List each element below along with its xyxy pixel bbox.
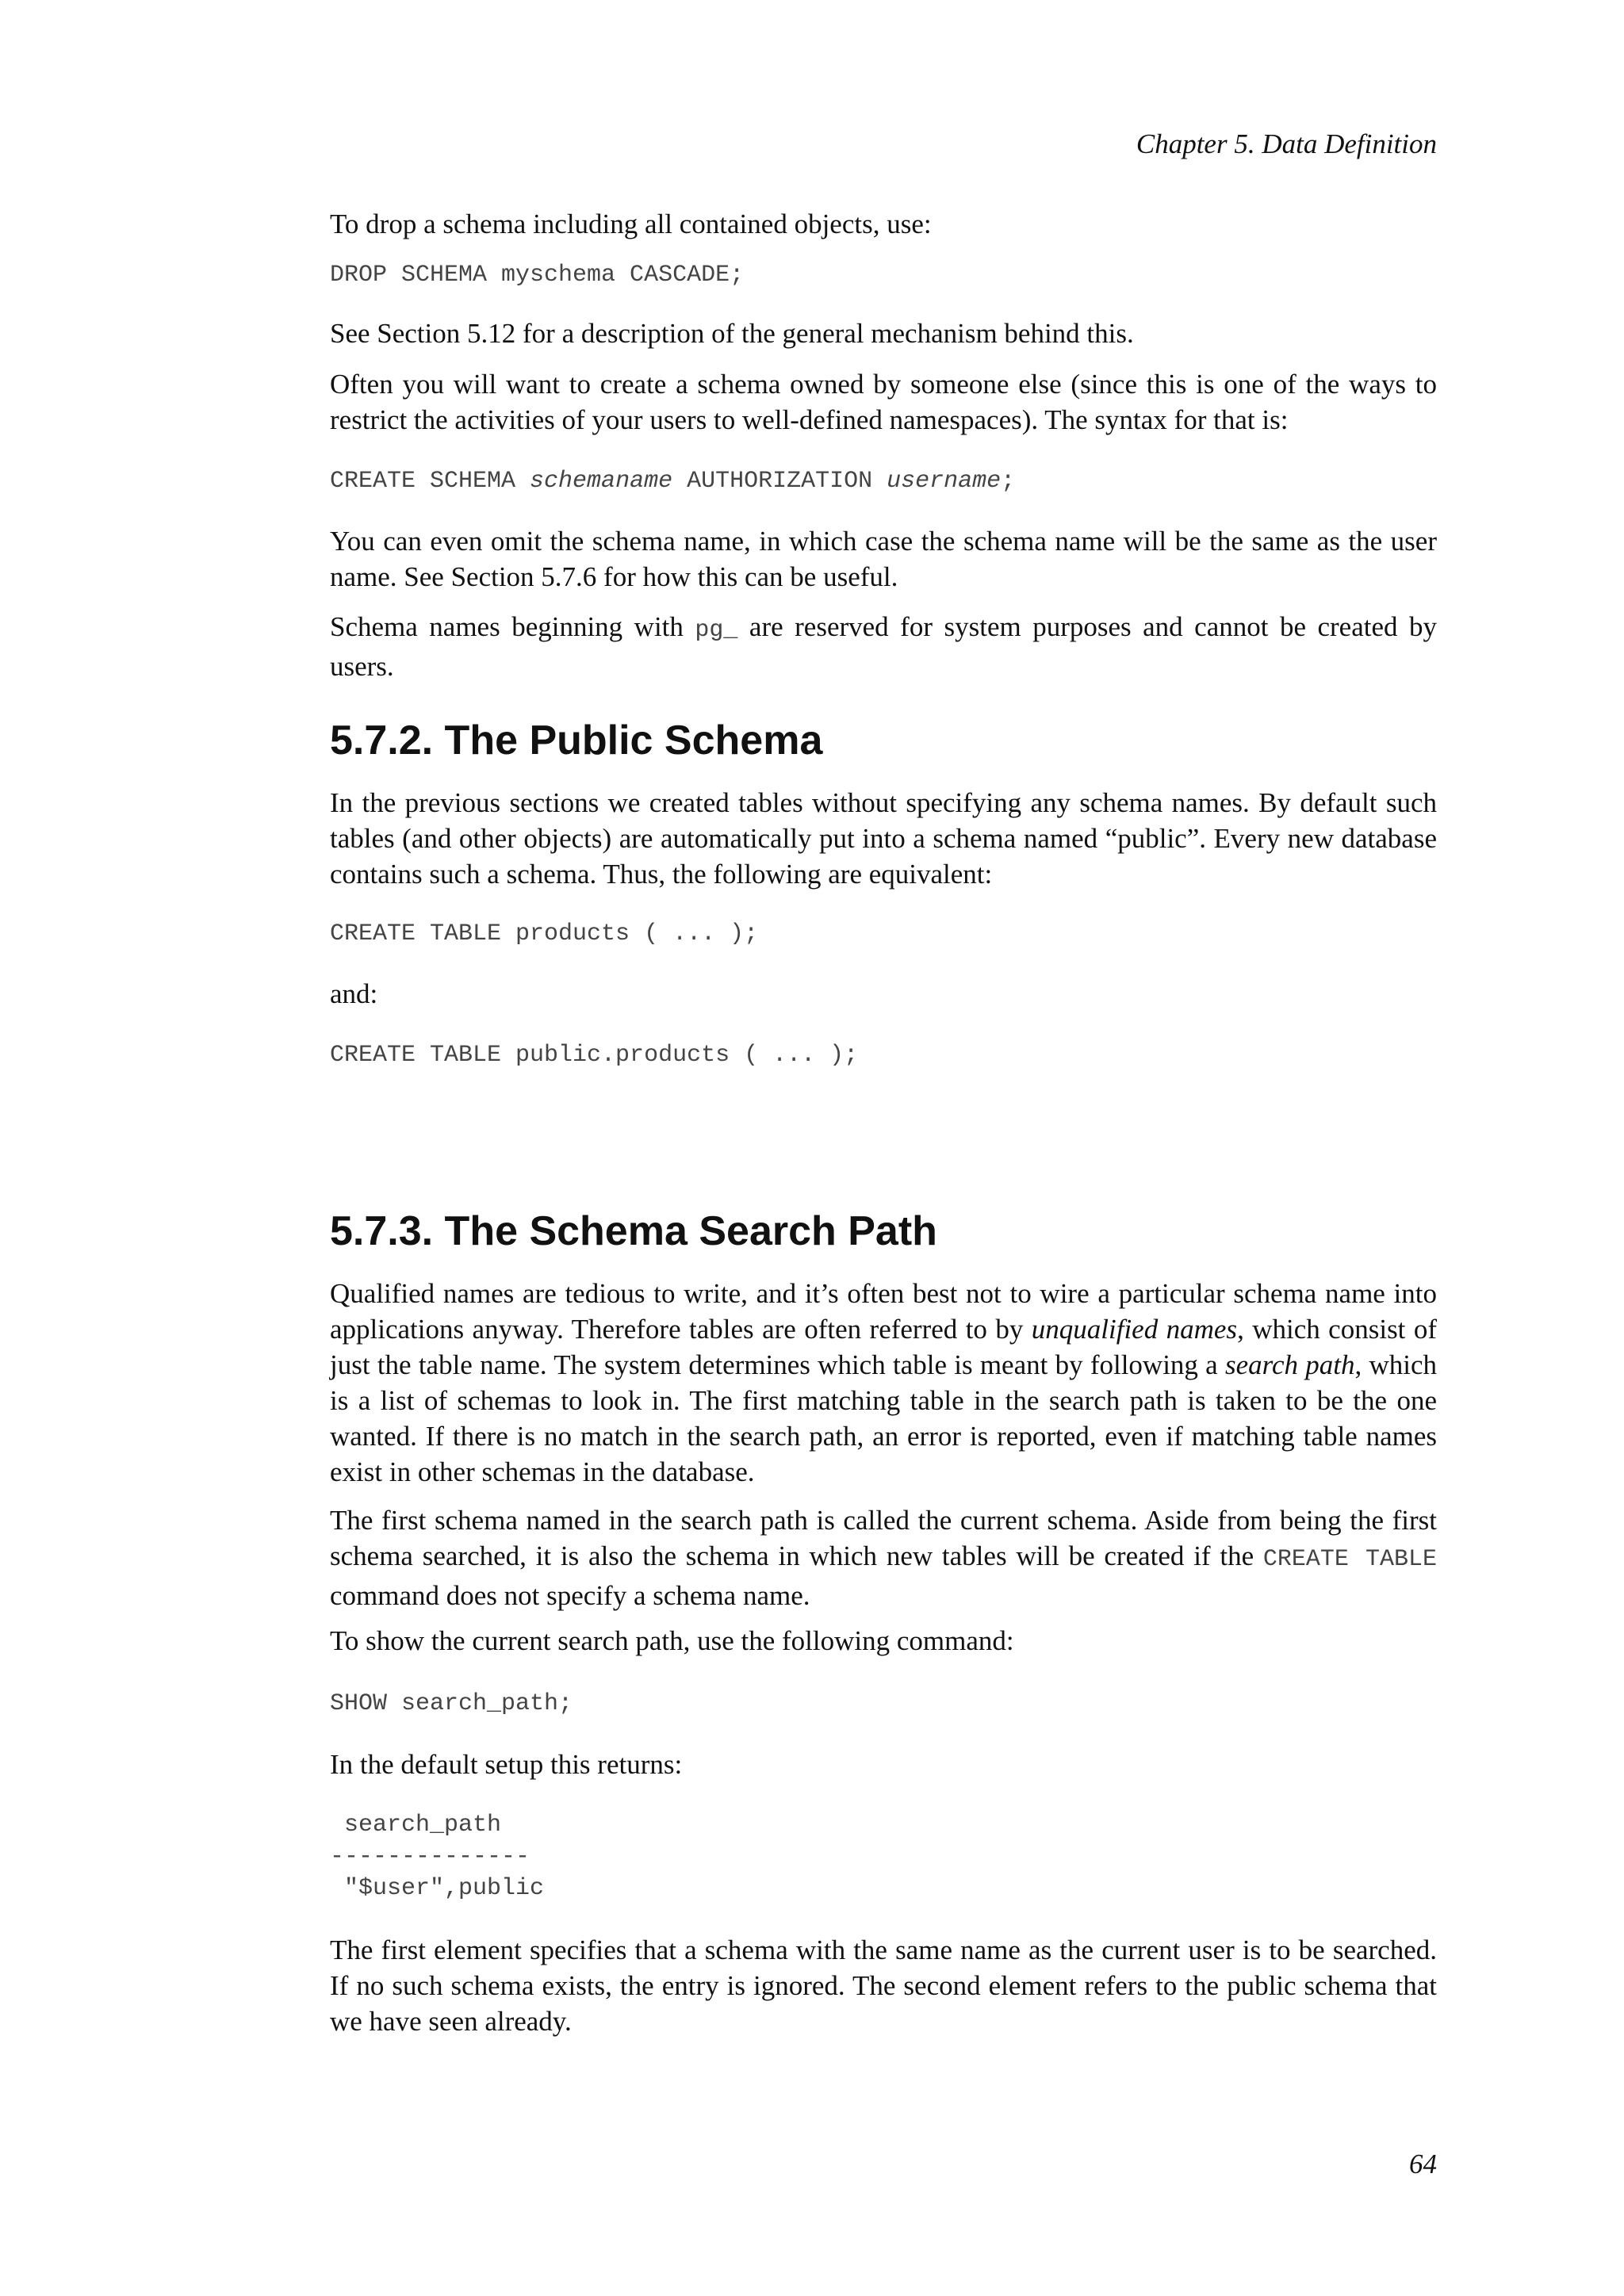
paragraph-public-schema-intro: In the previous sections we created tables without specifying any schema names. By default such tables (and other objects) are automatically put into a schema named “public”. Every new database contains such a schema. Thus, the following are equivalent:	[330, 787, 1437, 890]
paragraph-default-setup: In the default setup this returns:	[330, 1749, 683, 1780]
code-drop-schema: DROP SCHEMA myschema CASCADE;	[330, 262, 745, 289]
code-show-search-path: SHOW search_path;	[330, 1690, 573, 1717]
code-keyword: CREATE SCHEMA	[330, 468, 530, 495]
paragraph-drop-schema-intro: To drop a schema including all contained objects, use:	[330, 209, 932, 239]
code-create-table-public-products: CREATE TABLE public.products ( ... );	[330, 1042, 859, 1069]
paragraph-qualified-names	[330, 1276, 1437, 1490]
inline-code-create-table: CREATE TABLE	[1262, 1546, 1437, 1573]
text-segment: are reserved for system purposes and cannot be created by users.	[330, 611, 1437, 682]
emphasis-search-path: search path	[1224, 1349, 1355, 1380]
output-line: search_path	[330, 1812, 502, 1839]
text-segment: , which consist of just the table name. The system determines which table is meant by following a	[330, 1314, 1437, 1380]
page-number: 64	[1409, 2149, 1437, 2179]
text-segment: command does not specify a schema name.	[330, 1580, 810, 1611]
paragraph-see-section: See Section 5.12 for a description of the general mechanism behind this.	[330, 318, 1134, 349]
output-line: --------------	[330, 1843, 530, 1870]
text-segment: The first schema named in the search path is called the current schema. Aside from being the first schema searched, it is also the schema in which new tables will be created if the	[330, 1505, 1437, 1571]
text-segment: , which is a list of schemas to look in. The first matching table in the search path is taken to be the one wanted. If there is no match in the search path, an error is reported, even if matching table names exist in other schemas in the database.	[330, 1349, 1437, 1487]
text-segment: Qualified names are tedious to write, and it’s often best not to wire a particular schema name into applications anyway. Therefore tables are often referred to by	[330, 1278, 1437, 1345]
section-heading-public-schema: 5.7.2. The Public Schema	[330, 718, 823, 763]
paragraph-current-schema	[330, 1502, 1437, 1613]
paragraph-first-element: The first element specifies that a schema with the same name as the current user is to be searched. If no such schema exists, the entry is ignored. The second element refers to the public schema that we have seen already.	[330, 1934, 1437, 2037]
code-argument-schemaname: schemaname	[530, 468, 673, 495]
code-keyword: AUTHORIZATION	[672, 468, 887, 495]
paragraph-and: and:	[330, 978, 378, 1009]
code-create-table-products: CREATE TABLE products ( ... );	[330, 920, 759, 947]
inline-code-pg: pg_	[695, 617, 738, 644]
output-line: "$user",public	[330, 1875, 545, 1902]
paragraph-schema-owned: Often you will want to create a schema owned by someone else (since this is one of the ways to restrict the activities of your users to well-defined namespaces). The syntax for that is:	[330, 369, 1437, 435]
paragraph-pg-reserved	[330, 609, 1437, 684]
text-segment: Schema names beginning with	[330, 611, 695, 642]
code-argument-username: username	[887, 468, 1002, 495]
emphasis-unqualified-names: unqualified names	[1031, 1314, 1238, 1345]
code-output-search-path	[330, 1809, 1437, 1904]
code-terminator: ;	[1001, 468, 1016, 495]
paragraph-omit-schema-name: You can even omit the schema name, in which case the schema name will be the same as the user name. See Section 5.7.6 for how this can be useful.	[330, 526, 1437, 592]
section-heading-search-path: 5.7.3. The Schema Search Path	[330, 1208, 937, 1254]
paragraph-show-search-path-intro: To show the current search path, use the following command:	[330, 1625, 1014, 1656]
running-header: Chapter 5. Data Definition	[1136, 128, 1437, 159]
code-create-schema-authorization	[330, 465, 1437, 497]
